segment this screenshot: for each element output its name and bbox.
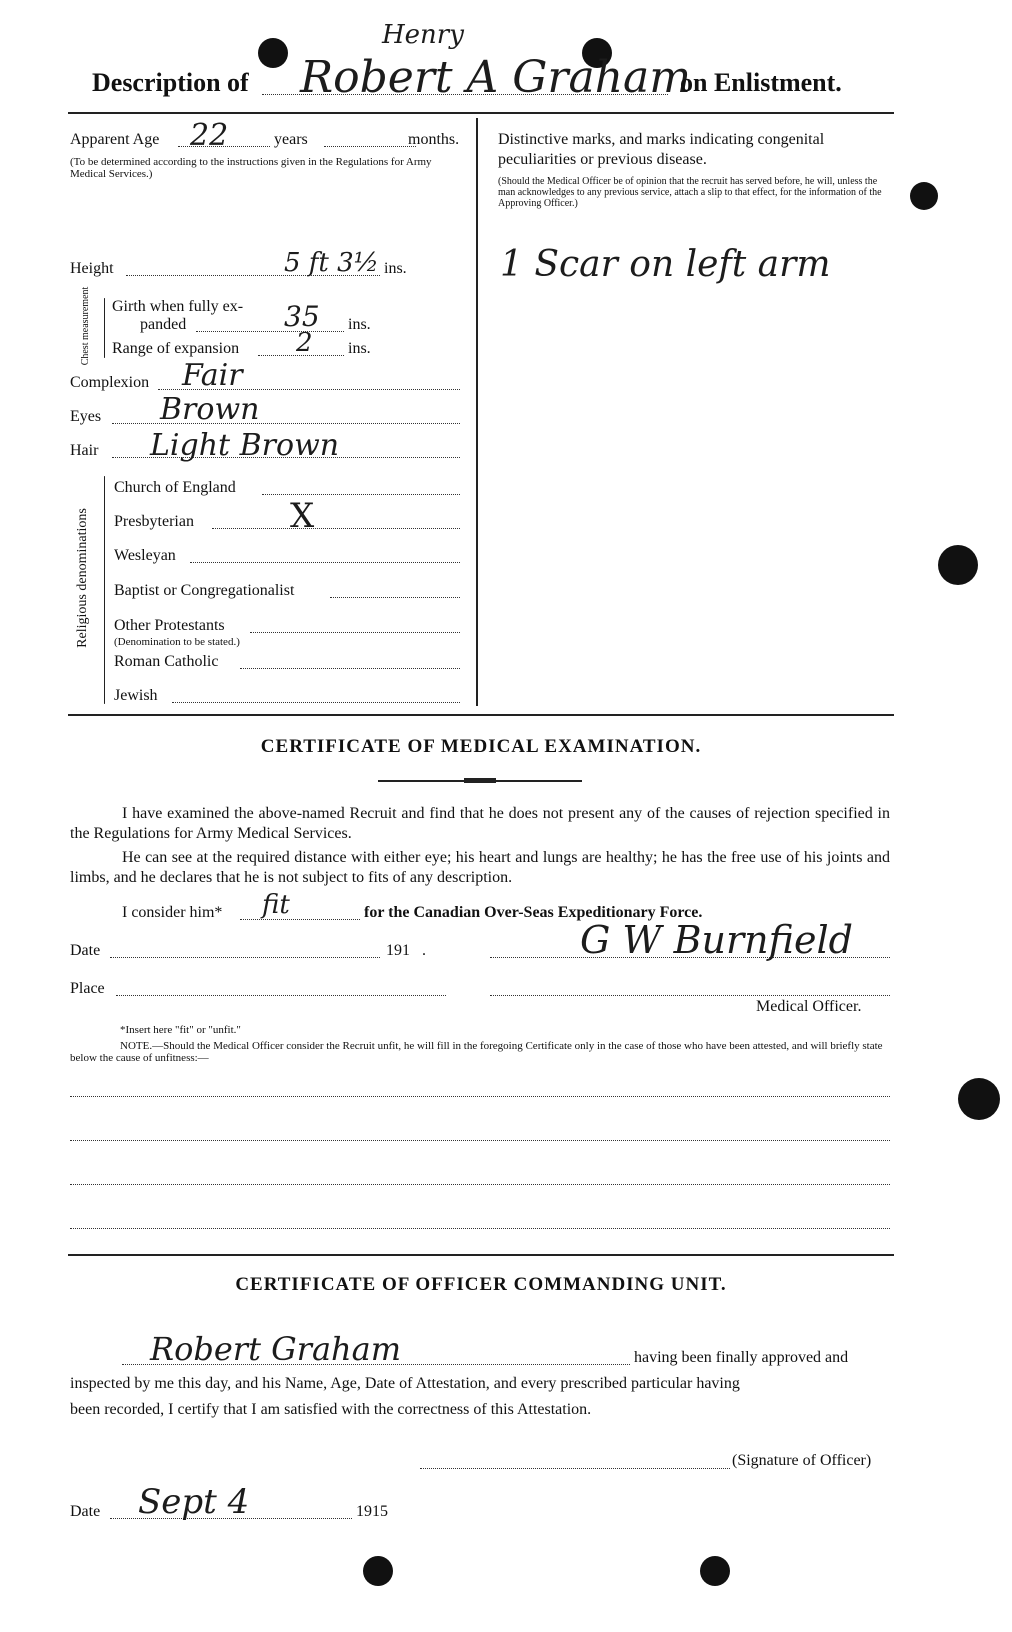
religion-baptist: Baptist or Congregationalist (114, 582, 295, 599)
place-line (116, 995, 446, 996)
header-name: Robert A Graham (300, 52, 691, 103)
religion-line-6 (240, 668, 460, 669)
punch-hole-bottom-left (363, 1556, 393, 1586)
religion-line-5 (250, 632, 460, 633)
commanding-title: CERTIFICATE OF OFFICER COMMANDING UNIT. (235, 1274, 727, 1295)
medical-para2: He can see at the required distance with either eye; his heart and lungs are healthy; he has the free use of his joints and limbs, and he declares that he is not subject to fits of any description. (70, 849, 890, 886)
medical-title-rule-center (464, 778, 496, 783)
unfitness-line-3 (70, 1184, 890, 1185)
fit-value: fit (262, 890, 290, 920)
religion-brace (104, 476, 105, 704)
commanding-year: 1915 (356, 1503, 388, 1520)
medical-officer-label: Medical Officer. (756, 998, 862, 1015)
header-suffix: on Enlistment. (680, 68, 842, 97)
insert-note: *Insert here "fit" or "unfit." (120, 1024, 241, 1036)
commanding-date-value: Sept 4 (138, 1482, 250, 1522)
punch-hole-right-1 (910, 182, 938, 210)
medical-title: CERTIFICATE OF MEDICAL EXAMINATION. (260, 736, 702, 757)
apparent-age-label: Apparent Age (70, 131, 160, 148)
religion-other-note: (Denomination to be stated.) (114, 636, 240, 648)
chest-brace (104, 298, 105, 358)
religion-label: Religious denominations (75, 508, 90, 648)
medical-para1: I have examined the above-named Recruit and find that he does not present any of the causes of rejection specified in the Regulations for Army Medical Services. (70, 805, 890, 842)
height-value: 5 ft 3½ (284, 248, 379, 278)
marks-heading: Distinctive marks, and marks indicating congenital peculiarities or previous disease. (498, 131, 825, 168)
medical-note: NOTE.—Should the Medical Officer consider the Recruit unfit, he will fill in the foregoing Certificate only in the case of those who have been attested, and will briefly state below the cause of unfitness:— (70, 1040, 883, 1064)
unfitness-line-4 (70, 1228, 890, 1229)
religion-line-4 (330, 597, 460, 598)
religion-mark: X (290, 496, 315, 536)
range-label: Range of expansion (112, 340, 240, 357)
punch-hole-right-2 (938, 545, 978, 585)
chest-label: Chest measurement (80, 286, 91, 366)
complexion-label: Complexion (70, 374, 150, 391)
girth-ins-label: ins. (348, 316, 371, 333)
religion-jewish: Jewish (114, 687, 158, 704)
complexion-value: Fair (182, 358, 243, 393)
years-label: years (274, 131, 308, 148)
religion-other-protestants: Other Protestants (114, 617, 225, 634)
religion-line-3 (190, 562, 460, 563)
commanding-name: Robert Graham (150, 1330, 402, 1368)
commanding-text-3: been recorded, I certify that I am satisfied with the correctness of this Attestation. (70, 1401, 592, 1418)
marks-value: 1 Scar on left arm (500, 244, 831, 285)
religion-presbyterian: Presbyterian (114, 513, 194, 530)
section-divider-2 (68, 1254, 894, 1256)
religion-line-1 (262, 494, 460, 495)
girth-value: 35 (284, 300, 320, 333)
place-line-right (490, 995, 890, 996)
religion-line-7 (172, 702, 460, 703)
marks-note: (Should the Medical Officer be of opinion that the recruit has served before, he will, unless the man acknowledges to any previous service, attach a slip to that effect, for the information of the Approving Officer.) (498, 176, 882, 209)
commanding-date-label: Date (70, 1503, 101, 1520)
section-divider-1 (68, 714, 894, 716)
header-middle-name: Henry (382, 20, 464, 50)
religion-wesleyan: Wesleyan (114, 547, 176, 564)
range-value: 2 (296, 328, 313, 358)
punch-hole-top-left (258, 38, 288, 68)
height-ins-label: ins. (384, 260, 407, 277)
religion-church-of-england: Church of England (114, 479, 236, 496)
months-label: months. (408, 131, 460, 148)
girth-label-1: Girth when fully ex- (112, 298, 244, 315)
religion-line-2 (212, 528, 460, 529)
medical-date-line (110, 957, 380, 958)
medical-year-prefix: 191 (386, 942, 410, 959)
signature-of-officer-label: (Signature of Officer) (732, 1452, 872, 1469)
hair-value: Light Brown (150, 428, 340, 463)
commanding-text-1: having been finally approved and (634, 1349, 849, 1366)
unfitness-line-2 (70, 1140, 890, 1141)
girth-line (196, 331, 344, 332)
height-label: Height (70, 260, 114, 277)
officer-signature-line (420, 1468, 730, 1469)
commanding-text-2: inspected by me this day, and his Name, Age, Date of Attestation, and every prescribed particular having (70, 1375, 740, 1392)
punch-hole-bottom-right (700, 1556, 730, 1586)
eyes-label: Eyes (70, 408, 102, 425)
place-label: Place (70, 980, 105, 997)
unfitness-line-1 (70, 1096, 890, 1097)
header-prefix: Description of (92, 68, 249, 97)
punch-hole-right-3 (958, 1078, 1000, 1120)
hair-label: Hair (70, 442, 99, 459)
age-note: (To be determined according to the instructions given in the Regulations for Army Medical Services.) (70, 156, 432, 180)
consider-prefix: I consider him* (122, 904, 223, 921)
medical-year-dot: . (422, 942, 426, 959)
medical-signature: G W Burnfield (580, 918, 853, 962)
eyes-value: Brown (160, 392, 260, 427)
top-divider (68, 112, 894, 114)
fit-line (240, 919, 360, 920)
months-line (324, 146, 416, 147)
girth-label-2: panded (140, 316, 187, 333)
consider-suffix: for the Canadian Over-Seas Expeditionary Force. (364, 904, 703, 921)
religion-roman-catholic: Roman Catholic (114, 653, 219, 670)
age-value: 22 (190, 118, 229, 153)
range-ins-label: ins. (348, 340, 371, 357)
header-name-line (262, 94, 668, 95)
column-divider (476, 118, 478, 706)
medical-date-label: Date (70, 942, 101, 959)
